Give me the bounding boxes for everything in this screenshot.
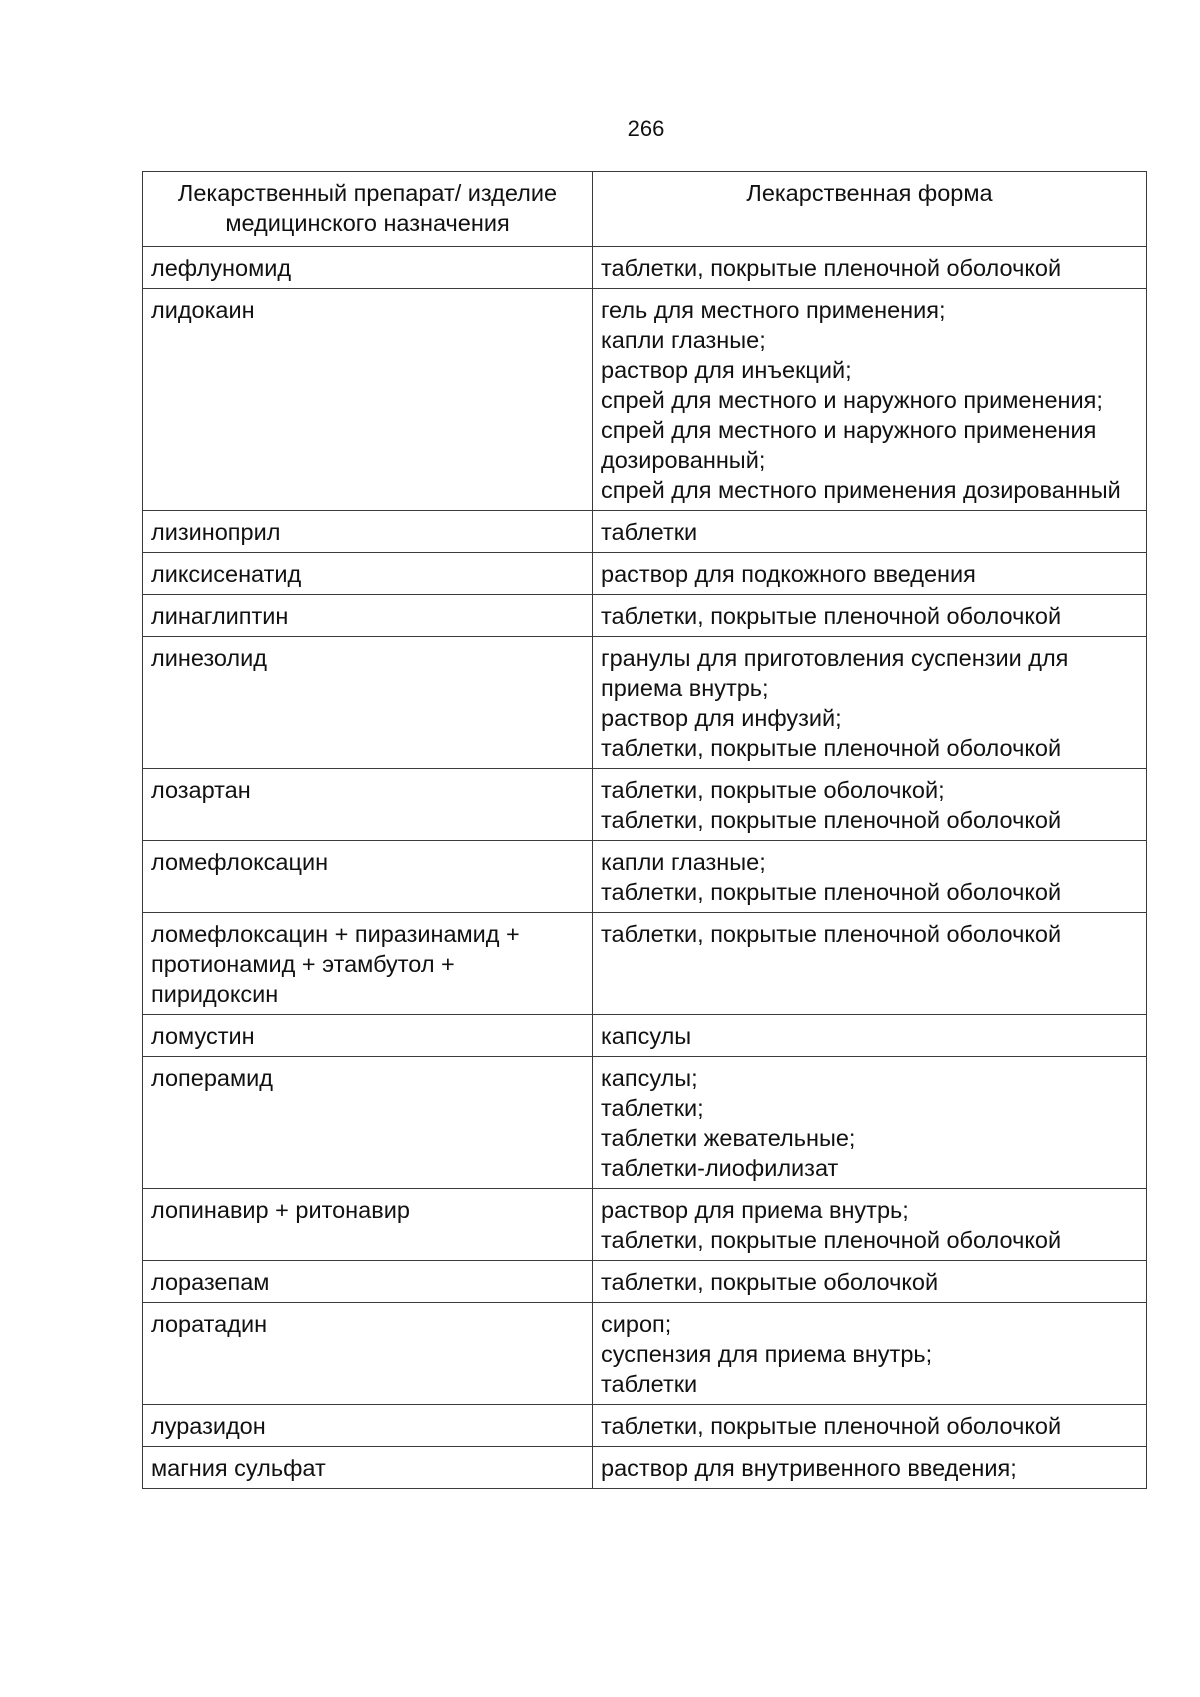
dosage-form-list [601,1267,1138,1297]
dosage-form-list [601,643,1138,763]
drug-name-cell: лопинавир + ритонавир [143,1189,593,1261]
dosage-form-list [601,517,1138,547]
dosage-form-item: раствор для внутривенного введения; [601,1455,1017,1481]
drug-name-cell: ломустин [143,1015,593,1057]
drug-name-cell: лоратадин [143,1303,593,1405]
dosage-form-item: таблетки-лиофилизат [601,1155,839,1181]
table-row [143,1303,1147,1405]
dosage-form-cell [593,913,1147,1015]
table-row [143,913,1147,1015]
dosage-form-item: спрей для местного и наружного применения; [601,387,1103,413]
dosage-form-list [601,1411,1138,1441]
drug-name-cell: ломефлоксацин [143,841,593,913]
dosage-form-item: спрей для местного и наружного применения дозированный; [601,417,1097,473]
dosage-form-item: таблетки, покрытые пленочной оболочкой [601,879,1062,905]
dosage-form-item: капсулы; [601,1065,698,1091]
dosage-form-cell [593,769,1147,841]
dosage-form-list [601,559,1138,589]
dosage-form-cell [593,841,1147,913]
drug-table [142,171,1147,1489]
table-row [143,637,1147,769]
table-row [143,289,1147,511]
dosage-form-item: сироп; [601,1311,672,1337]
dosage-form-item: таблетки; [601,1095,704,1121]
dosage-form-item: капсулы [601,1023,692,1049]
dosage-form-item: таблетки [601,1371,698,1397]
dosage-form-list [601,1309,1138,1399]
drug-name-cell: лозартан [143,769,593,841]
dosage-form-list [601,253,1138,283]
table-row [143,1015,1147,1057]
dosage-form-item: раствор для подкожного введения [601,561,976,587]
dosage-form-cell [593,1303,1147,1405]
dosage-form-item: капли глазные; [601,849,766,875]
drug-name-cell: лидокаин [143,289,593,511]
drug-name-cell: линаглиптин [143,595,593,637]
dosage-form-item: таблетки, покрытые пленочной оболочкой [601,603,1062,629]
dosage-form-item: таблетки, покрытые оболочкой [601,1269,939,1295]
dosage-form-item: таблетки, покрытые оболочкой; [601,777,945,803]
dosage-form-item: таблетки, покрытые пленочной оболочкой [601,921,1062,947]
dosage-form-cell [593,553,1147,595]
dosage-form-cell [593,289,1147,511]
header-form: Лекарственная форма [593,172,1147,247]
drug-name-cell: лефлуномид [143,247,593,289]
table-row [143,769,1147,841]
table-row [143,1261,1147,1303]
dosage-form-list [601,1195,1138,1255]
dosage-form-list [601,295,1138,505]
table-row [143,511,1147,553]
dosage-form-cell [593,1405,1147,1447]
dosage-form-item: таблетки жевательные; [601,1125,856,1151]
dosage-form-cell [593,511,1147,553]
dosage-form-cell [593,1015,1147,1057]
table-row [143,247,1147,289]
dosage-form-item: таблетки, покрытые пленочной оболочкой [601,1413,1062,1439]
dosage-form-cell [593,247,1147,289]
dosage-form-list [601,847,1138,907]
dosage-form-item: таблетки, покрытые пленочной оболочкой [601,735,1062,761]
drug-name-cell: магния сульфат [143,1447,593,1489]
table-row [143,595,1147,637]
header-drug: Лекарственный препарат/ изделие медицинского назначения [143,172,593,247]
drug-name-cell: линезолид [143,637,593,769]
dosage-form-item: раствор для приема внутрь; [601,1197,909,1223]
dosage-form-item: таблетки, покрытые пленочной оболочкой [601,807,1062,833]
drug-name-cell: лоразепам [143,1261,593,1303]
dosage-form-list [601,775,1138,835]
dosage-form-item: таблетки [601,519,698,545]
dosage-form-list [601,1021,1138,1051]
dosage-form-item: раствор для инъекций; [601,357,852,383]
dosage-form-list [601,1453,1138,1483]
dosage-form-list [601,1063,1138,1183]
table-row [143,1447,1147,1489]
drug-name-cell: ликсисенатид [143,553,593,595]
dosage-form-item: гранулы для приготовления суспензии для приема внутрь; [601,645,1069,701]
dosage-form-list [601,919,1138,949]
drug-name-cell: луразидон [143,1405,593,1447]
table-row [143,1057,1147,1189]
dosage-form-item: спрей для местного применения дозированный [601,477,1121,503]
drug-name-cell: ломефлоксацин + пиразинамид + протионамид + этамбутол + пиридоксин [143,913,593,1015]
table-row [143,1405,1147,1447]
dosage-form-cell [593,1261,1147,1303]
dosage-form-cell [593,1057,1147,1189]
drug-name-cell: лизиноприл [143,511,593,553]
table-header-row [143,172,1147,247]
dosage-form-cell [593,1447,1147,1489]
dosage-form-item: таблетки, покрытые пленочной оболочкой [601,1227,1062,1253]
dosage-form-item: суспензия для приема внутрь; [601,1341,933,1367]
page-number: 266 [627,116,665,141]
table-row [143,553,1147,595]
dosage-form-item: капли глазные; [601,327,766,353]
dosage-form-item: таблетки, покрытые пленочной оболочкой [601,255,1062,281]
dosage-form-cell [593,637,1147,769]
dosage-form-item: гель для местного применения; [601,297,946,323]
dosage-form-item: раствор для инфузий; [601,705,842,731]
dosage-form-cell [593,595,1147,637]
dosage-form-cell [593,1189,1147,1261]
drug-name-cell: лоперамид [143,1057,593,1189]
table-row [143,841,1147,913]
dosage-form-list [601,601,1138,631]
table-row [143,1189,1147,1261]
table-body [143,247,1147,1489]
